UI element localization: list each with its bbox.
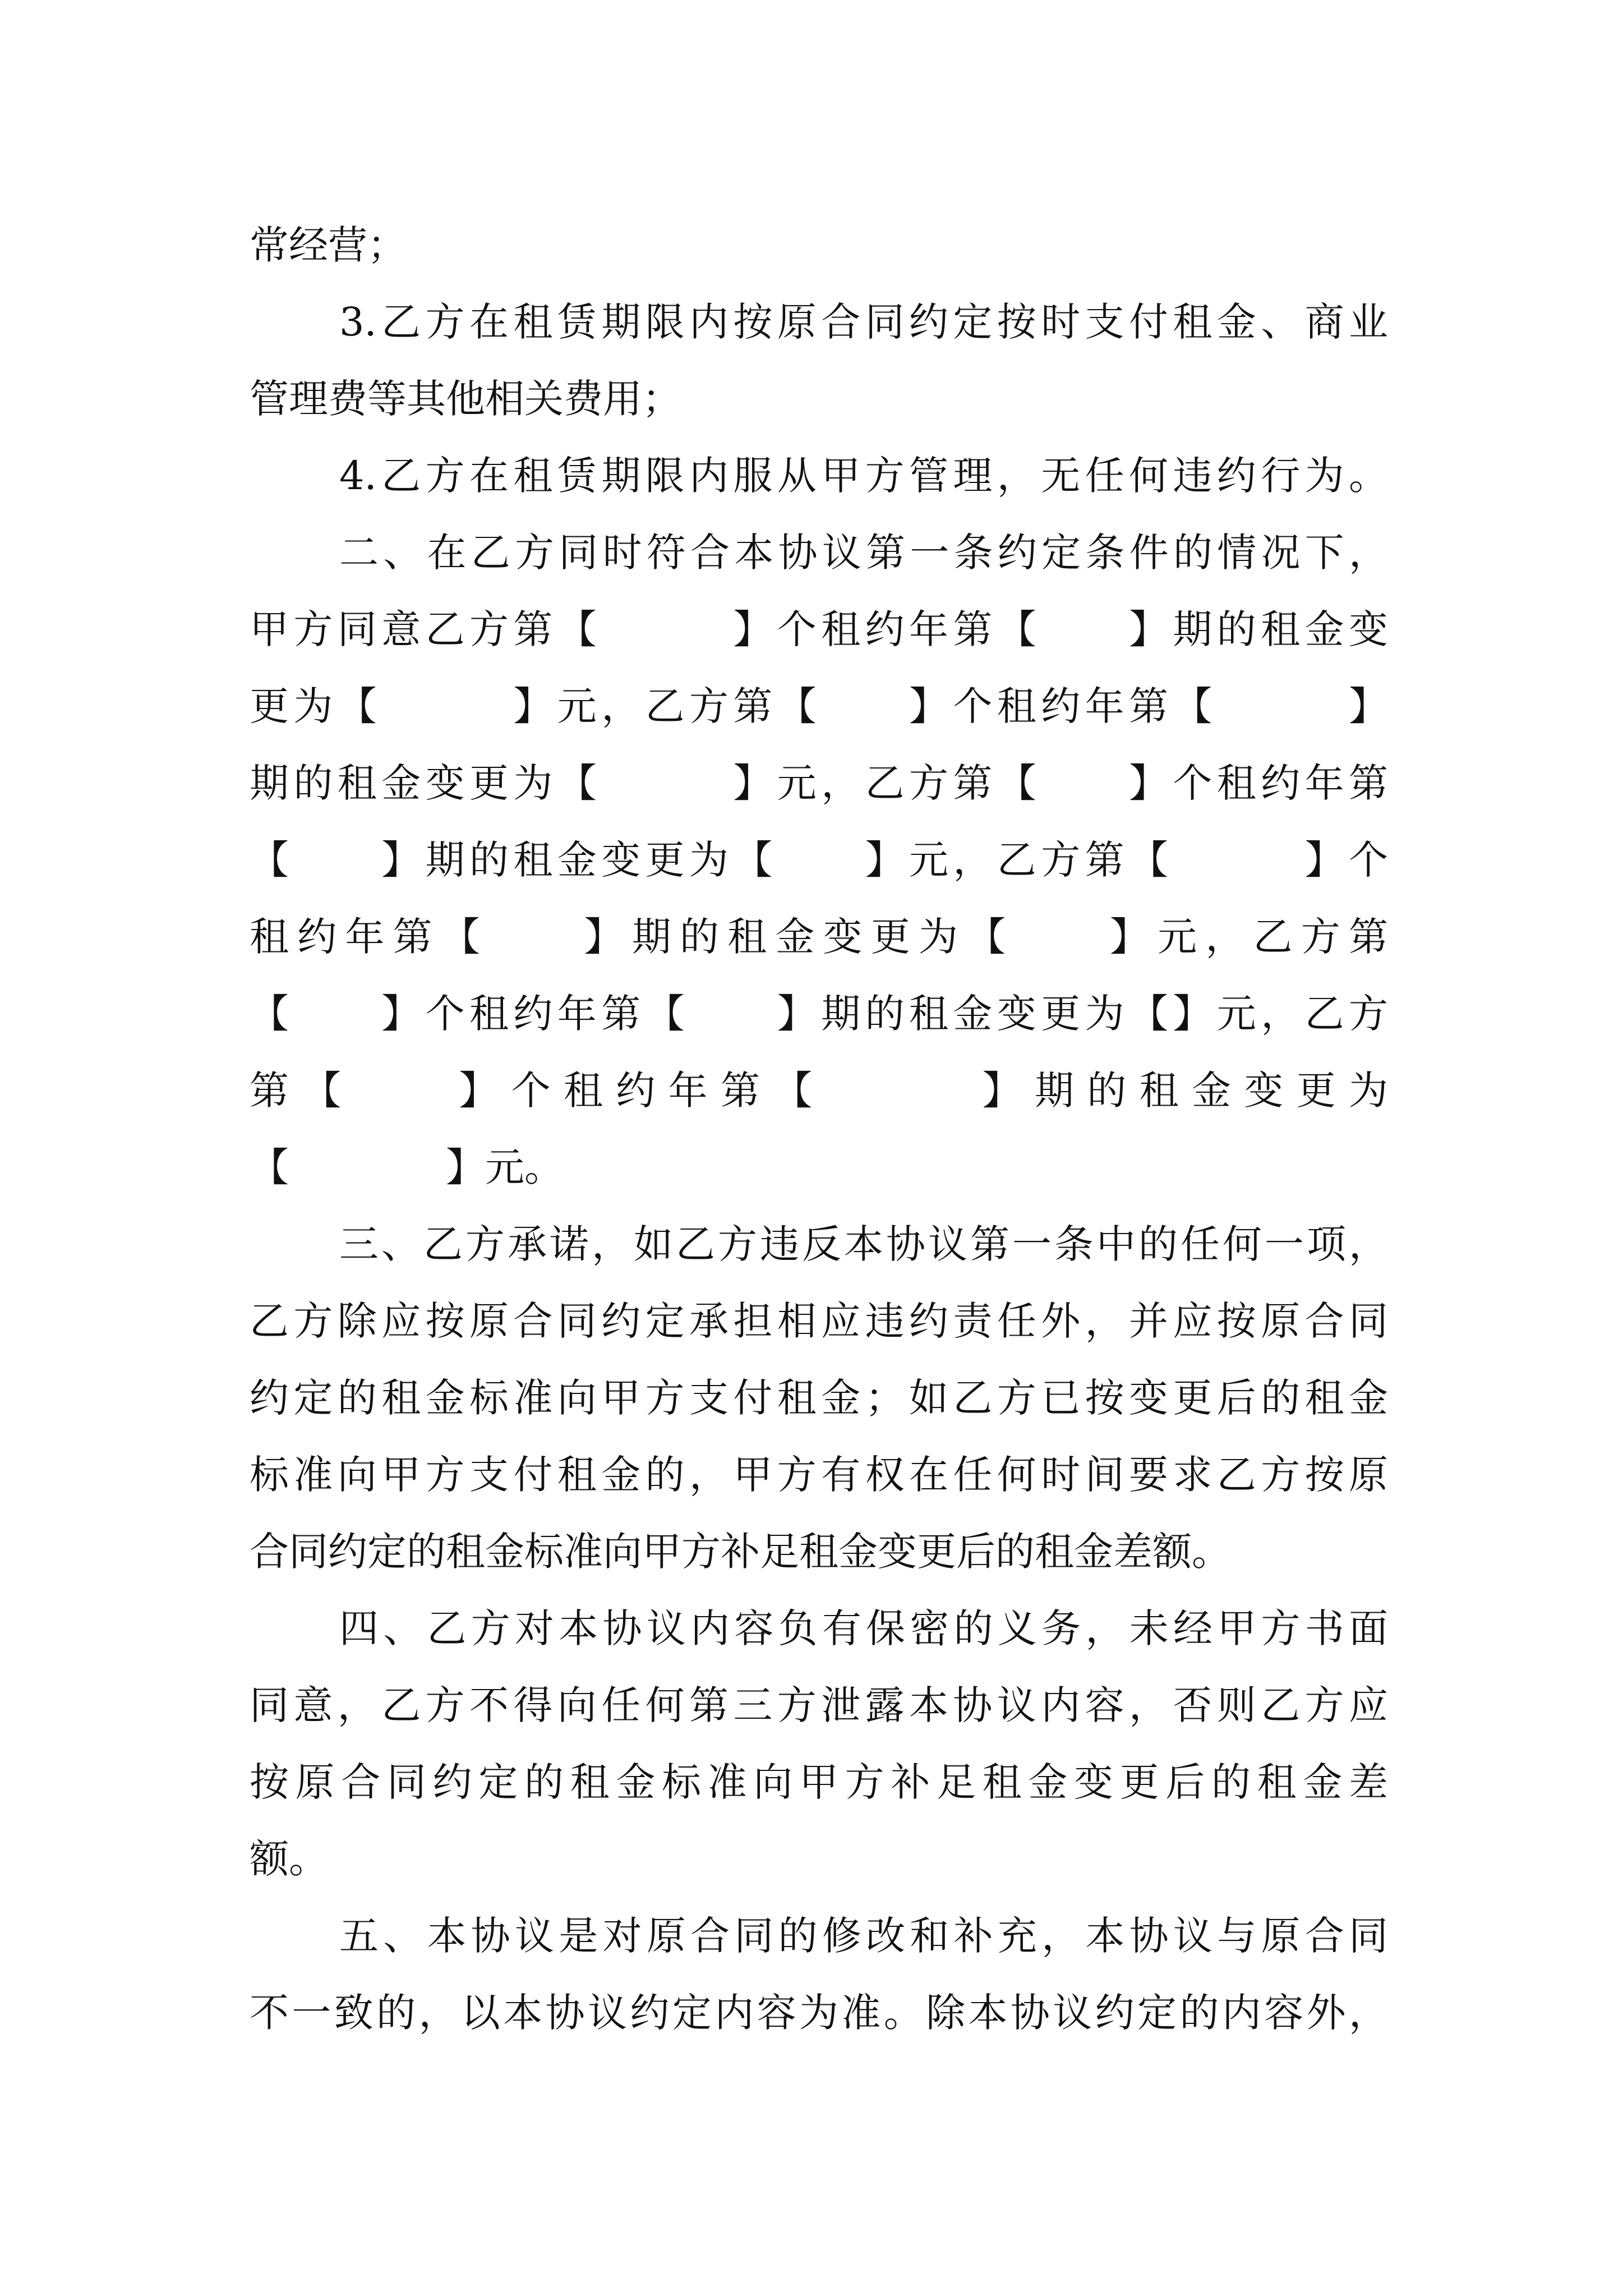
text-line: 第【 】个租约年第【 】期的租金变更为 [250,1068,1388,1114]
text-line: 同意，乙方不得向任何第三方泄露本协议内容，否则乙方应 [250,1682,1388,1728]
text-line: 不一致的，以本协议约定内容为准。除本协议约定的内容外， [250,1990,1388,2036]
text-line: 五、本协议是对原合同的修改和补充，本协议与原合同 [339,1913,1388,1959]
text-line: 约定的租金标准向甲方支付租金；如乙方已按变更后的租金 [250,1375,1388,1421]
text-line: 合同约定的租金标准向甲方补足租金变更后的租金差额。 [250,1529,1231,1575]
text-line: 3.乙方在租赁期限内按原合同约定按时支付租金、商业 [339,299,1388,345]
text-line: 【 】元。 [250,1144,564,1190]
text-line: 三、乙方承诺，如乙方违反本协议第一条中的任何一项， [339,1221,1388,1267]
text-line: 租约年第【 】期的租金变更为【 】元，乙方第 [250,914,1388,960]
text-line: 二、在乙方同时符合本协议第一条约定条件的情况下， [339,530,1388,576]
text-line: 四、乙方对本协议内容负有保密的义务，未经甲方书面 [339,1605,1388,1651]
text-line: 更为【 】元，乙方第【 】个租约年第【 】 [250,683,1388,729]
text-line: 4.乙方在租赁期限内服从甲方管理，无任何违约行为。 [339,453,1388,499]
text-line: 乙方除应按原合同约定承担相应违约责任外，并应按原合同 [250,1298,1388,1344]
text-line: 额。 [250,1836,328,1882]
text-line: 按原合同约定的租金标准向甲方补足租金变更后的租金差 [250,1759,1388,1805]
text-line: 标准向甲方支付租金的，甲方有权在任何时间要求乙方按原 [250,1452,1388,1498]
text-line: 常经营； [250,222,407,268]
text-line: 管理费等其他相关费用； [250,376,681,422]
text-line: 甲方同意乙方第【 】个租约年第【 】期的租金变 [250,606,1388,652]
text-line: 【 】个租约年第【 】期的租金变更为【】元，乙方 [250,991,1388,1037]
text-line: 期的租金变更为【 】元，乙方第【 】个租约年第 [250,760,1388,806]
text-line: 【 】期的租金变更为【 】元，乙方第【 】个 [250,837,1388,883]
